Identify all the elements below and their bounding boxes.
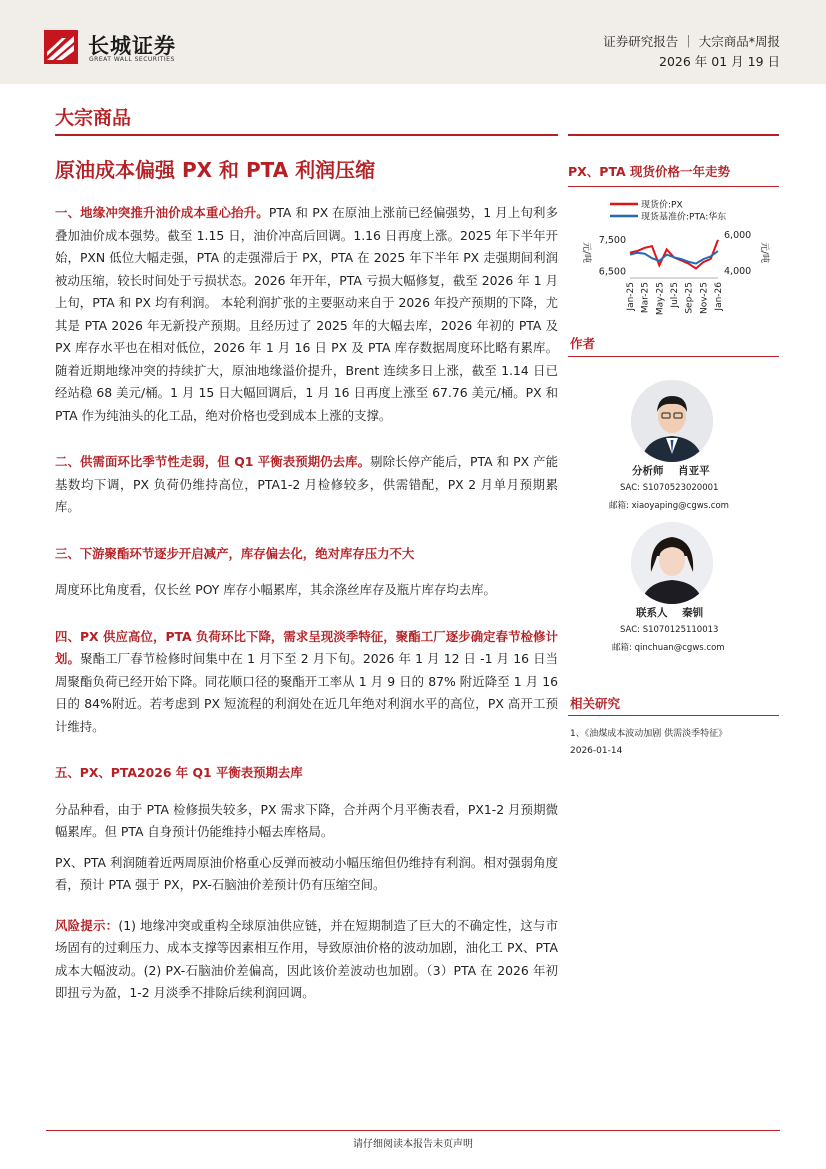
x-tick-4: Sep-25 — [684, 282, 695, 314]
paragraph-2 — [55, 451, 558, 519]
analyst-name — [632, 463, 710, 478]
y-left-tick-1: 7,500 — [598, 234, 626, 246]
related-research-heading: 相关研究 — [570, 696, 621, 711]
page-header — [0, 0, 826, 84]
company-name-en: GREAT WALL SECURITIES — [89, 56, 175, 63]
paragraph-2-heading: 二、供需面环比季节性走弱，但 Q1 平衡表预期仍去库。 — [55, 454, 371, 469]
x-tick-3: Jul-25 — [670, 282, 680, 308]
paragraph-4-heading: 四、PX 供应高位，PTA 负荷环比下降，需求呈现淡季特征，聚酯工厂逐步确定春节检修计划。 — [55, 628, 558, 666]
y-left-tick-0: 6,500 — [598, 266, 626, 278]
paragraph-1-heading: 一、地缘冲突推升油价成本重心抬升。 — [55, 205, 269, 220]
x-tick-1: Mar-25 — [640, 282, 651, 314]
analyst-email: 邮箱: xiaoyaping@cgws.com — [609, 501, 729, 511]
y-left-label: 元/吨 — [581, 242, 591, 264]
y-right-label: 元/吨 — [759, 242, 769, 264]
contact-role: 联系人 — [636, 607, 668, 619]
analyst-sac: SAC: S1070523020001 — [620, 483, 719, 493]
analyst-avatar — [631, 380, 713, 462]
analyst-role: 分析师 — [632, 465, 664, 477]
paragraph-3-heading: 三、下游聚酯环节逐步开启减产，库存偏去化，绝对库存压力不大 — [55, 545, 415, 561]
author-heading-underline — [568, 356, 779, 357]
report-type: 证券研究报告 ｜ 大宗商品*周报 — [603, 34, 780, 49]
risk-text: (1) 地缘冲突或重构全球原油供应链，并在短期制造了巨大的不确定性，这与市场固有的过剩压力、成本支撑等因素相互作用，导致原油价格的波动加剧，油化工 PX、PTA 成本大幅波动。(2) PX-石脑油价差偏高，因此该价差波动也加剧。（3）PTA 在 2026 年初即扭亏为盈，1-2 月淡季不排除后续利润回调。 — [55, 917, 558, 1000]
paragraph-1-text: PTA 和 PX 在原油上涨前已经偏强势，1 月上旬利多叠加油价成本强势。截至 1.15 日，油价冲高后回调。1.16 日再度上涨。2025 年下半年开始，PXN 低位大幅走强，PTA 的走强滞后于 PX，PTA 在 2025 年下半年 PX 走强期间利润被动压缩，较长时间处于亏损状态。2026 年开年，PTA 亏损大幅修复，截至 2026 年 1 月上旬，PTA 和 PX 均有利润。 本轮利润扩张的主要驱动来自于 2026 年投产预期的下降，尤其是 PTA 2026 年无新投产预期。且经历过了 2025 年的大幅去库，2026 年初的 PTA 及 PX 库存水平也在相对低位，2026 年 1 月 16 日 PX 及 PTA 库存数据周度环比略有累库。随着近期地缘冲突的持续扩大，原油地缘溢价提升，Brent 连续多日上涨，截至 1.14 日已经站稳 68 美元/桶。1 月 15 日大幅回调后，1 月 16 日再度上涨至 67.76 美元/桶。PX 和 PTA 作为纯油头的化工品，绝对价格也受到成本上涨的支撑。 — [55, 205, 559, 423]
chart-title: PX、PTA 现货价格一年走势 — [568, 164, 731, 179]
author-heading: 作者 — [570, 336, 596, 351]
sidebar-divider — [568, 134, 779, 136]
page-title: 原油成本偏强 PX 和 PTA 利润压缩 — [55, 158, 376, 182]
y-right-tick-1: 6,000 — [724, 229, 752, 241]
footer-divider — [46, 1130, 780, 1131]
company-name: 长城证券 — [88, 34, 176, 58]
risk-paragraph — [55, 915, 558, 1005]
related-item[interactable] — [570, 726, 782, 760]
related-item-date: 2026-01-14 — [570, 746, 623, 756]
footer-disclaimer: 请仔细阅读本报告末页声明 — [353, 1139, 473, 1150]
paragraph-5-text-2: PX、PTA 利润随着近两周原油价格重心反弹而被动小幅压缩但仍维持有利润。相对强弱角度看，预计 PTA 强于 PX，PX-石脑油价差预计仍有压缩空间。 — [55, 854, 558, 892]
legend-label-1: 现货基准价:PTA:华东 — [641, 212, 727, 223]
paragraph-1 — [55, 202, 558, 427]
risk-heading: 风险提示： — [55, 917, 119, 933]
contact-name-text: 秦钏 — [682, 607, 704, 619]
analyst-name-text: 肖亚平 — [678, 465, 710, 477]
x-tick-5: Nov-25 — [699, 282, 710, 315]
contact-email: 邮箱: qinchuan@cgws.com — [612, 643, 725, 653]
section-tag: 大宗商品 — [55, 107, 132, 129]
contact-name — [636, 605, 703, 620]
paragraph-2-text: 剔除长停产能后，PTA 和 PX 产能基数均下调，PX 负荷仍维持高位，PTA1-2 月检修较多，供需错配，PX 2 月单月预期累库。 — [55, 454, 558, 514]
related-item-title[interactable]: 1、《油煤成本波动加剧 供需淡季特征》 — [570, 729, 728, 739]
y-right-tick-0: 4,000 — [724, 265, 752, 277]
paragraph-4 — [55, 626, 558, 739]
x-tick-6: Jan-26 — [714, 282, 724, 311]
price-chart — [568, 196, 779, 324]
chart-title-underline — [568, 186, 779, 187]
paragraph-3-text: 周度环比角度看，仅长丝 POY 库存小幅累库，其余涤丝库存及瓶片库存均去库。 — [55, 582, 496, 597]
company-logo-icon — [44, 30, 78, 64]
paragraph-5-heading: 五、PX、PTA2026 年 Q1 平衡表预期去库 — [55, 765, 303, 780]
title-divider — [55, 134, 558, 136]
x-tick-2: May-25 — [655, 282, 666, 316]
contact-sac: SAC: S1070125110013 — [620, 625, 719, 635]
legend-label-0: 现货价:PX — [641, 200, 683, 211]
report-body — [55, 202, 558, 1005]
paragraph-4-text: 聚酯工厂春节检修时间集中在 1 月下至 2 月下旬。2026 年 1 月 12 日 -1 月 16 日当周聚酯负荷已经开始下降。同花顺口径的聚酯开工率从 1 月 9 日的 87% 附近降至 1 月 16 日的 84%附近。若考虑到 PX 短流程的利润处在近几年绝对利润水平的高位，PX 高开工预计维持。 — [55, 651, 558, 734]
report-date: 2026 年 01 月 19 日 — [659, 54, 780, 69]
x-tick-0: Jan-25 — [626, 282, 636, 311]
report-meta — [603, 32, 780, 72]
paragraph-5-text-1: 分品种看，由于 PTA 检修损失较多，PX 需求下降，合并两个月平衡表看，PX1-2 月预期微幅累库。但 PTA 自身预计仍能维持小幅去库格局。 — [55, 801, 558, 839]
related-heading-underline — [568, 715, 779, 716]
contact-avatar — [631, 522, 713, 604]
